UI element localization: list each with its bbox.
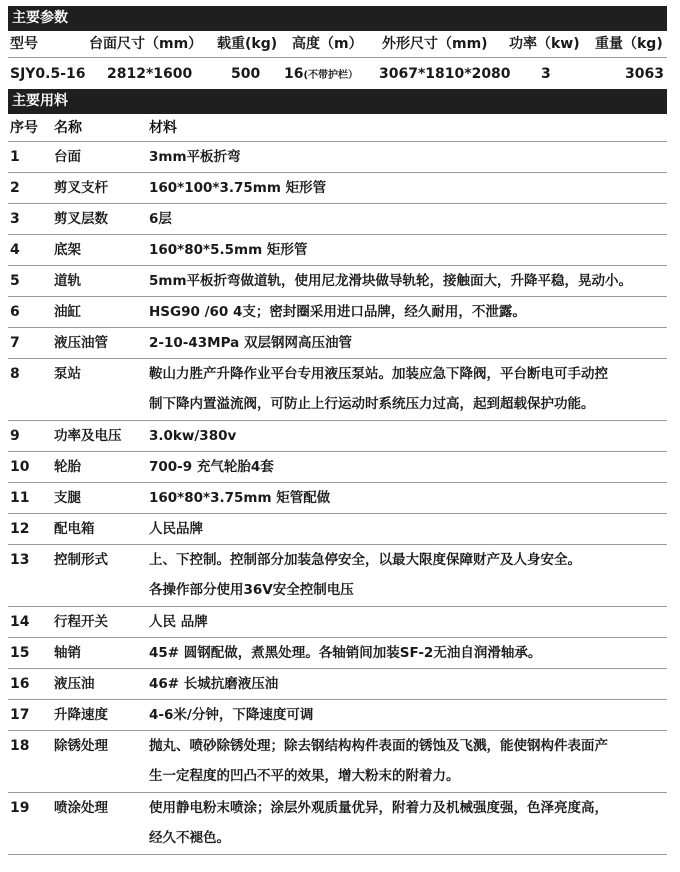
table-row [8,266,667,297]
materials-header-name: 名称 [54,120,82,136]
table-row [8,173,667,204]
row-name: 行程开关 [54,614,108,630]
table-row [8,359,667,421]
params-header-dimensions: 外形尺寸（mm) [382,36,488,52]
row-material-line: 46# 长城抗磨液压油 [149,676,279,692]
row-material-line: 700-9 充气轮胎4套 [149,459,274,475]
row-name: 轴销 [54,645,81,661]
params-header-height: 高度（m） [292,36,363,52]
table-row [8,235,667,266]
row-name: 剪叉支杆 [54,180,108,196]
row-number: 19 [10,800,30,816]
row-material-line: 45# 圆钢配做，煮黑处理。各轴销间加装SF-2无油自润滑轴承。 [149,645,542,661]
row-name: 升降速度 [54,707,108,723]
params-value-model: SJY0.5-16 [10,66,86,82]
row-name: 液压油管 [54,335,108,351]
table-row [8,297,667,328]
params-value-height-note: (不带护栏） [303,70,359,81]
params-header-row [8,31,667,58]
row-number: 14 [10,614,30,630]
row-number: 11 [10,490,30,506]
row-number: 1 [10,149,20,165]
row-number: 3 [10,211,20,227]
params-header-table-size: 台面尺寸（mm） [89,36,203,52]
table-row [8,142,667,173]
params-value-weight: 3063 [625,66,664,82]
row-number: 2 [10,180,20,196]
row-material-line: 上、下控制。控制部分加装急停安全，以最大限度保障财产及人身安全。 [149,552,581,568]
row-name: 道轨 [54,273,81,289]
table-row [8,204,667,235]
params-header-model: 型号 [10,36,38,52]
params-value-table-size: 2812*1600 [107,66,193,82]
params-value-height-number: 16 [284,66,304,82]
row-name: 台面 [54,149,81,165]
row-material-line: 经久不褪色。 [149,830,230,846]
params-value-dimensions: 3067*1810*2080 [379,66,511,82]
params-value-height [284,61,358,89]
row-number: 16 [10,676,30,692]
row-material-line: 2-10-43MPa 双层钢网高压油管 [149,335,352,351]
row-material [149,483,667,513]
materials-header-material: 材料 [149,120,177,136]
params-value-load: 500 [231,66,261,82]
row-number: 7 [10,335,20,351]
params-value-power: 3 [541,66,551,82]
materials-header-row [8,115,667,142]
row-material [149,173,667,203]
row-number: 12 [10,521,30,537]
row-name: 剪叉层数 [54,211,108,227]
row-material [149,142,667,172]
params-value-row [8,61,667,87]
row-material [149,545,667,605]
row-material-line: 160*80*5.5mm 矩形管 [149,242,308,258]
row-material [149,359,667,419]
row-material [149,421,667,451]
row-material-line: 3mm平板折弯 [149,149,241,165]
table-row [8,483,667,514]
row-name: 泵站 [54,366,81,382]
row-name: 控制形式 [54,552,108,568]
row-number: 4 [10,242,20,258]
row-material [149,204,667,234]
row-number: 13 [10,552,30,568]
row-material-line: 6层 [149,211,172,227]
row-material [149,328,667,358]
section-header-main-materials: 主要用料 [8,89,667,114]
row-name: 液压油 [54,676,95,692]
table-row [8,638,667,669]
row-material-line: 制下降内置溢流阀，可防止上行运动时系统压力过高，起到超载保护功能。 [149,396,595,412]
row-material-line: 5mm平板折弯做道轨，使用尼龙滑块做导轨轮，接触面大，升降平稳，晃动小。 [149,273,633,289]
row-material [149,452,667,482]
table-row [8,731,667,793]
row-name: 配电箱 [54,521,95,537]
row-material-line: 人民品牌 [149,521,203,537]
row-material-line: 160*100*3.75mm 矩形管 [149,180,327,196]
row-material [149,638,667,668]
row-material [149,235,667,265]
table-row [8,452,667,483]
row-material [149,297,667,327]
row-number: 9 [10,428,20,444]
table-row [8,545,667,607]
row-material-line: 抛丸、喷砂除锈处理；除去钢结构构件表面的锈蚀及飞溅，能使钢构件表面产 [149,738,608,754]
table-row [8,669,667,700]
params-header-power: 功率（kw) [509,36,580,52]
section-header-main-params: 主要参数 [8,6,667,31]
row-material [149,266,667,296]
row-material-line: 160*80*3.75mm 矩管配做 [149,490,331,506]
row-material [149,514,667,544]
row-number: 18 [10,738,30,754]
row-number: 5 [10,273,20,289]
table-row [8,421,667,452]
row-name: 油缸 [54,304,81,320]
row-number: 17 [10,707,30,723]
table-row [8,514,667,545]
row-number: 10 [10,459,30,475]
params-header-weight: 重量（kg) [595,36,663,52]
row-material-line: 鞍山力胜产升降作业平台专用液压泵站。加装应急下降阀，平台断电可手动控 [149,366,608,382]
materials-table [8,142,667,855]
row-name: 除锈处理 [54,738,108,754]
row-name: 支腿 [54,490,81,506]
row-name: 喷涂处理 [54,800,108,816]
row-material [149,793,667,853]
row-material-line: 使用静电粉末喷涂；涂层外观质量优异，附着力及机械强度强，色泽亮度高， [149,800,608,816]
materials-header-no: 序号 [10,120,38,136]
row-number: 8 [10,366,20,382]
row-material [149,669,667,699]
row-material [149,607,667,637]
table-row [8,328,667,359]
row-material [149,731,667,791]
table-row [8,700,667,731]
row-material-line: 3.0kw/380v [149,428,237,444]
table-row [8,607,667,638]
row-material [149,700,667,730]
params-header-load: 载重(kg) [217,36,278,52]
row-material-line: 4-6米/分钟，下降速度可调 [149,707,314,723]
row-name: 功率及电压 [54,428,122,444]
row-number: 6 [10,304,20,320]
row-name: 轮胎 [54,459,81,475]
row-material-line: 各操作部分使用36V安全控制电压 [149,582,354,598]
row-material-line: 人民 品牌 [149,614,208,630]
row-material-line: 生一定程度的凹凸不平的效果，增大粉末的附着力。 [149,768,460,784]
row-name: 底架 [54,242,81,258]
row-material-line: HSG90 /60 4支；密封圈采用进口品牌，经久耐用，不泄露。 [149,304,526,320]
table-row [8,793,667,855]
row-number: 15 [10,645,30,661]
